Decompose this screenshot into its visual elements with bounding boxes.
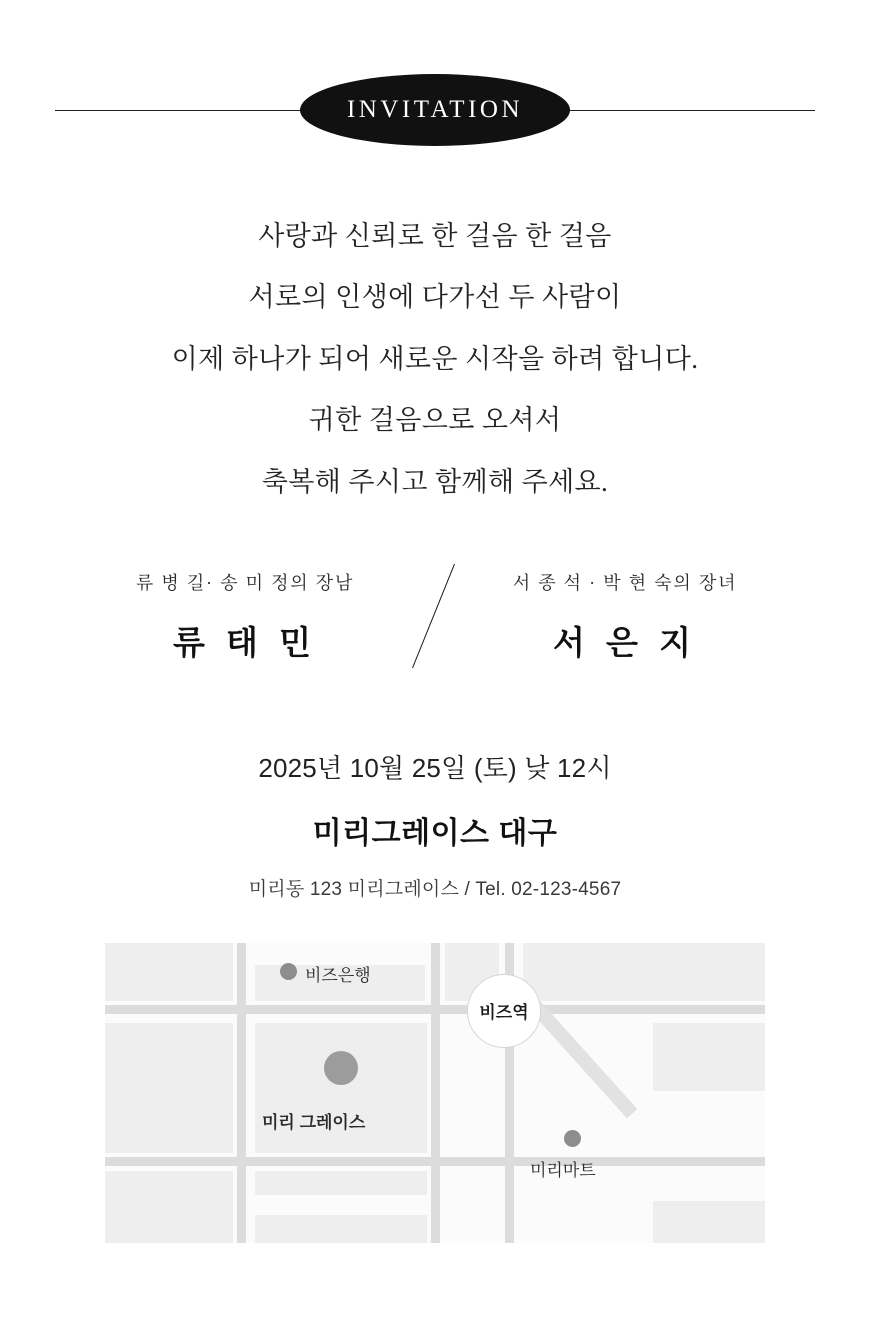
map-block bbox=[523, 943, 765, 1001]
bride-name: 서 은 지 bbox=[553, 624, 697, 662]
event-address: 미리동 123 미리그레이스 / Tel. 02-123-4567 bbox=[248, 878, 622, 900]
map-block bbox=[653, 1201, 765, 1243]
subway-station-icon[interactable] bbox=[467, 974, 541, 1048]
event-datetime: 2025년 10월 25일 (토) 낮 12시 bbox=[258, 752, 612, 783]
map-road-diagonal bbox=[527, 998, 638, 1119]
map-block bbox=[255, 1023, 427, 1153]
slash-divider-icon bbox=[395, 562, 475, 672]
couple-section bbox=[0, 562, 870, 672]
invitation-header bbox=[0, 52, 870, 172]
greeting-line: 귀한 걸음으로 오셔서 bbox=[308, 405, 562, 436]
map-road-horizontal bbox=[105, 1157, 765, 1166]
map-bank-label: 비즈은행 bbox=[305, 965, 371, 985]
groom-parents: 류 병 길· 송 미 정의 장남 bbox=[135, 573, 355, 594]
greeting-line: 축복해 주시고 함께해 주세요. bbox=[261, 466, 609, 497]
map-mart-label: 미리마트 bbox=[530, 1160, 596, 1180]
groom-name: 류 태 민 bbox=[173, 624, 317, 662]
map-road-vertical bbox=[431, 943, 440, 1243]
map-station-label: 비즈역 bbox=[479, 1003, 529, 1023]
map-dot-icon bbox=[564, 1130, 581, 1147]
bride-parents: 서 종 석 · 박 현 숙의 장녀 bbox=[512, 573, 738, 594]
greeting-message bbox=[0, 220, 870, 498]
map-venue-marker-icon bbox=[324, 1051, 358, 1085]
event-venue: 미리그레이스 대구 bbox=[312, 816, 558, 850]
invitation-badge-label: INVITATION bbox=[346, 96, 523, 123]
greeting-line: 서로의 인생에 다가선 두 사람이 bbox=[248, 282, 622, 313]
bride-block bbox=[475, 569, 775, 664]
map-block bbox=[653, 1023, 765, 1091]
invitation-badge bbox=[300, 74, 570, 146]
greeting-line: 이제 하나가 되어 새로운 시작을 하려 합니다. bbox=[171, 343, 699, 374]
venue-map[interactable] bbox=[105, 943, 765, 1243]
event-details bbox=[0, 748, 870, 901]
greeting-line: 사랑과 신뢰로 한 걸음 한 걸음 bbox=[258, 221, 612, 251]
groom-block bbox=[95, 569, 395, 664]
map-block bbox=[255, 1215, 427, 1243]
map-venue-label: 미리 그레이스 bbox=[262, 1112, 366, 1132]
map-road-vertical bbox=[237, 943, 246, 1243]
map-block bbox=[105, 943, 233, 1001]
map-block bbox=[105, 1023, 233, 1153]
map-dot-icon bbox=[280, 963, 297, 980]
map-block bbox=[255, 1171, 427, 1195]
map-block bbox=[105, 1171, 233, 1243]
